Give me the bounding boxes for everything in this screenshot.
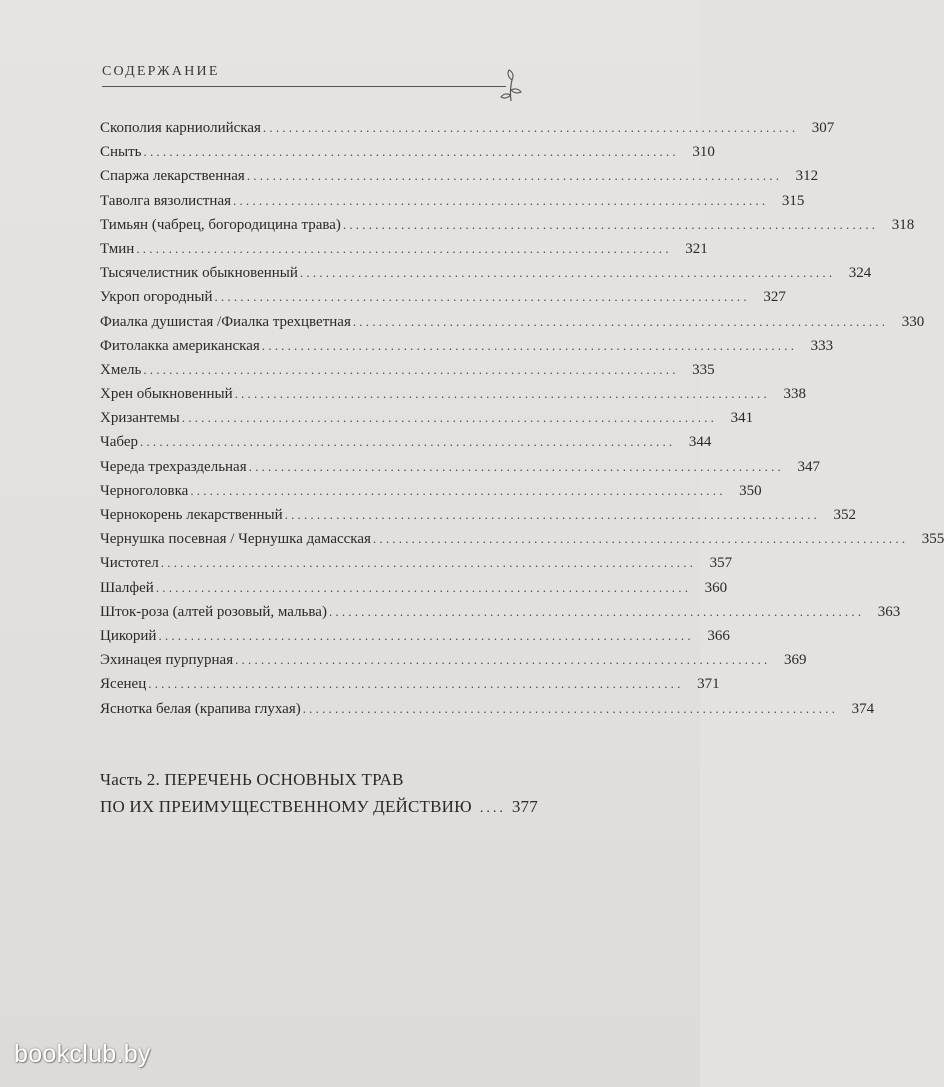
toc-entry-title: Скополия карниолийская: [100, 120, 261, 136]
toc-entry-page: 363: [877, 603, 901, 620]
toc-entry-page: 327: [763, 289, 786, 306]
toc-leader-dots: ...................................................................................: [284, 507, 820, 522]
toc-entry-title: Тмин: [100, 240, 135, 257]
toc-entry-title: Укроп огородный: [100, 289, 213, 306]
part-heading-line-2-text: ПО ИХ ПРЕИМУЩЕСТВЕННОМУ ДЕЙСТВИЮ: [100, 797, 472, 816]
toc-entry: [100, 382, 806, 406]
toc-leader-dots: ...................................................................................: [214, 289, 750, 305]
toc-entry-page: 357: [709, 555, 733, 572]
toc-entry-page: 344: [688, 434, 712, 451]
toc-leader-dots: ...................................................................................: [246, 168, 783, 184]
toc-entry-page: 324: [848, 265, 872, 282]
toc-entry: [100, 116, 835, 140]
part-heading-line-2: [100, 793, 666, 822]
toc-entry-page: 310: [692, 144, 715, 161]
toc-entry-page: 338: [783, 386, 806, 403]
toc-entry-page: 341: [730, 410, 754, 427]
toc-entry: [100, 697, 875, 721]
toc-entry: [100, 430, 712, 454]
toc-entry-title: Таволга вязолистная: [100, 192, 232, 209]
toc-leader-dots: ...................................................................................: [299, 265, 836, 281]
toc-entry-page: 333: [810, 337, 834, 354]
toc-entry-page: 347: [797, 458, 820, 475]
toc-entry: [100, 672, 720, 696]
toc-leader-dots: ...................................................................................: [352, 313, 889, 329]
part-heading-line-1-text: Часть 2. ПЕРЕЧЕНЬ ОСНОВНЫХ ТРАВ: [100, 770, 404, 789]
part-heading-line-1: [100, 766, 666, 793]
toc-entry: [100, 358, 715, 382]
toc-entry-title: Ясенец: [100, 676, 147, 693]
toc-entry-page: 335: [692, 361, 715, 378]
running-header: [102, 62, 514, 102]
header-rule: [102, 86, 506, 87]
toc-entry: [100, 479, 762, 503]
toc-entry-page: 371: [697, 676, 720, 693]
toc-leader-dots: ...................................................................................: [158, 627, 694, 643]
toc-leader-dots: ...................................................................................: [181, 410, 718, 426]
toc-entry: [100, 164, 819, 188]
toc-entry-title: Яснотка белая (крапива глухая): [100, 700, 301, 717]
toc-entry: [100, 576, 728, 600]
toc-entry: [100, 310, 925, 334]
toc-leader-dots: ...................................................................................: [136, 240, 672, 256]
toc-entry-title: Хрен обыкновенный: [100, 386, 233, 403]
toc-entry-page: 330: [901, 313, 925, 330]
toc-entry-title: Чернушка посевная / Чернушка дамасская: [100, 531, 371, 548]
toc-entry-title: Шток-роза (алтей розовый, мальва): [100, 603, 327, 620]
toc-entry-page: 312: [795, 168, 819, 185]
watermark: bookclub.by: [14, 1040, 151, 1068]
toc-list: [100, 116, 944, 721]
toc-leader-dots: ...................................................................................: [248, 458, 784, 474]
toc-entry-page: 307: [811, 120, 835, 136]
toc-entry-title: Тысячелистник обыкновенный: [100, 265, 298, 282]
part-heading: [100, 766, 666, 822]
toc-entry-title: Спаржа лекарственная: [100, 168, 245, 185]
toc-entry-title: Цикорий: [100, 627, 157, 644]
toc-entry-title: Чабер: [100, 434, 138, 451]
toc-entry-title: Черноголовка: [100, 482, 189, 499]
toc-entry: [100, 189, 805, 213]
toc-entry-title: Фиалка душистая /Фиалка трехцветная: [100, 313, 351, 330]
toc-leader-dots: ...................................................................................: [302, 700, 839, 716]
toc-entry: [100, 503, 856, 527]
toc-entry-title: Сныть: [100, 144, 142, 161]
toc-entry-page: 360: [704, 579, 728, 596]
toc-leader-dots: ...................................................................................: [235, 652, 771, 668]
toc-entry-title: Хризантемы: [100, 410, 180, 427]
toc-entry-title: Фитолакка американская: [100, 337, 260, 354]
toc-entry-title: Тимьян (чабрец, богородицина трава): [100, 216, 341, 233]
toc-leader-dots: ...................................................................................: [143, 361, 679, 377]
toc-leader-dots: ...................................................................................: [328, 603, 865, 619]
toc-entry-title: Эхинацея пурпурная: [100, 652, 234, 669]
toc-leader-dots: ...................................................................................: [342, 216, 879, 232]
toc-leader-dots: ...................................................................................: [190, 482, 726, 498]
toc-entry: [100, 455, 820, 479]
toc-entry-title: Шалфей: [100, 579, 154, 596]
toc-entry: [100, 285, 786, 309]
toc-leader-dots: ...................................................................................: [262, 120, 799, 135]
toc-entry: [100, 527, 944, 551]
toc-leader-dots: ...................................................................................: [148, 676, 684, 692]
toc-entry-title: Чернокорень лекарственный: [100, 507, 283, 523]
toc-leader-dots: ...................................................................................: [233, 192, 769, 208]
toc-leader-dots: ...................................................................................: [261, 337, 798, 353]
toc-entry: [100, 624, 730, 648]
part-page-number: 377: [511, 797, 538, 816]
toc-entry-title: Чистотел: [100, 555, 159, 572]
leaf-sprig-icon: [498, 68, 524, 102]
toc-entry-page: 321: [685, 240, 708, 257]
toc-entry: [100, 551, 733, 575]
toc-entry-page: 374: [851, 700, 875, 717]
toc-leader-dots: ...................................................................................: [160, 555, 697, 571]
toc-entry-page: 315: [781, 192, 805, 209]
part-leader-dots: ....: [479, 801, 506, 816]
toc-entry-page: 355: [921, 531, 944, 548]
toc-leader-dots: ...................................................................................: [372, 531, 909, 547]
toc-leader-dots: ...................................................................................: [234, 386, 770, 402]
toc-entry-page: 350: [739, 482, 762, 499]
toc-entry-title: Череда трехраздельная: [100, 458, 247, 475]
toc-entry: [100, 600, 901, 624]
toc-entry-page: 369: [783, 652, 807, 669]
header-title: СОДЕРЖАНИЕ: [102, 64, 220, 79]
toc-entry-page: 366: [707, 627, 730, 644]
toc-entry: [100, 237, 708, 261]
toc-entry-page: 352: [833, 507, 856, 523]
toc-entry-page: 318: [891, 216, 915, 233]
toc-leader-dots: ...................................................................................: [143, 144, 679, 160]
toc-entry: [100, 213, 915, 237]
toc-entry: [100, 406, 754, 430]
toc-entry: [100, 648, 807, 672]
toc-entry: [100, 261, 872, 285]
toc-leader-dots: ...................................................................................: [140, 434, 676, 450]
toc-entry: [100, 334, 834, 358]
toc-leader-dots: ...................................................................................: [155, 579, 692, 595]
toc-entry-title: Хмель: [100, 361, 142, 378]
toc-entry: [100, 140, 715, 164]
